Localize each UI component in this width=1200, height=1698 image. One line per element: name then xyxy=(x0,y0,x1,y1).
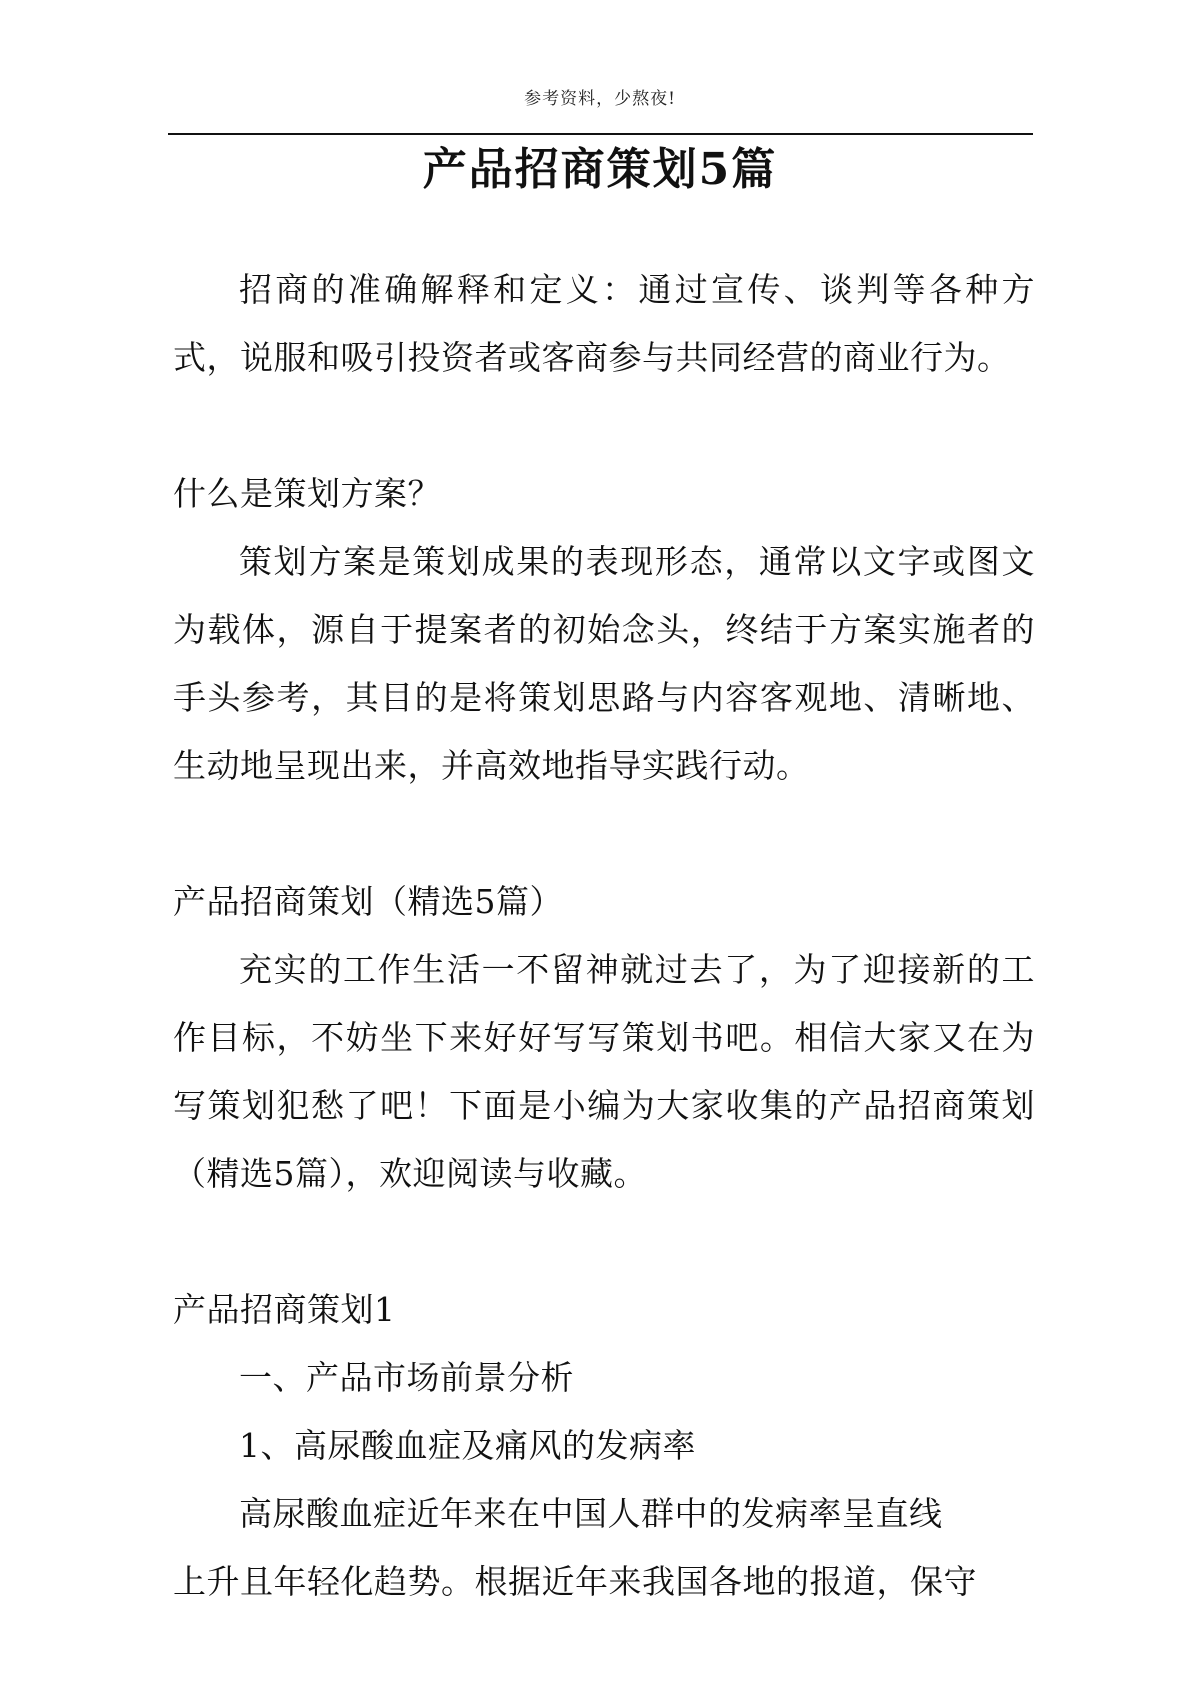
section-heading-1: 一、产品市场前景分析 xyxy=(239,1358,574,1397)
paragraph-selected: 充实的工作生活一不留神就过去了，为了迎接新的工作目标，不妨坐下来好好写写策划书吧。相信大家又在为写策划犯愁了吧！下面是小编为大家收集的产品招商策划（精选5篇），欢迎阅读与收藏。 xyxy=(173,950,1035,1193)
document-body xyxy=(173,256,1035,1616)
subsection-heading-1: 1、高尿酸血症及痛风的发病率 xyxy=(239,1426,696,1465)
paragraph-incidence-line-1: 高尿酸血症近年来在中国人群中的发病率呈直线 xyxy=(239,1494,943,1533)
paragraph-intro: 招商的准确解释和定义：通过宣传、谈判等各种方式，说服和吸引投资者或客商参与共同经营的商业行为。 xyxy=(173,270,1035,377)
header-note: 参考资料，少熬夜! xyxy=(524,89,676,109)
heading-what-is-plan: 什么是策划方案？ xyxy=(173,474,441,513)
header-divider xyxy=(168,133,1033,135)
document-title: 产品招商策划5篇 xyxy=(422,144,778,195)
heading-selected: 产品招商策划（精选5篇） xyxy=(173,882,563,921)
paragraph-incidence-line-2: 上升且年轻化趋势。根据近年来我国各地的报道，保守 xyxy=(173,1562,977,1601)
heading-plan-1: 产品招商策划1 xyxy=(173,1290,396,1329)
paragraph-what-is-plan: 策划方案是策划成果的表现形态，通常以文字或图文为载体，源自于提案者的初始念头，终结于方案实施者的手头参考，其目的是将策划思路与内容客观地、清晰地、生动地呈现出来，并高效地指导实践行动。 xyxy=(173,542,1035,785)
